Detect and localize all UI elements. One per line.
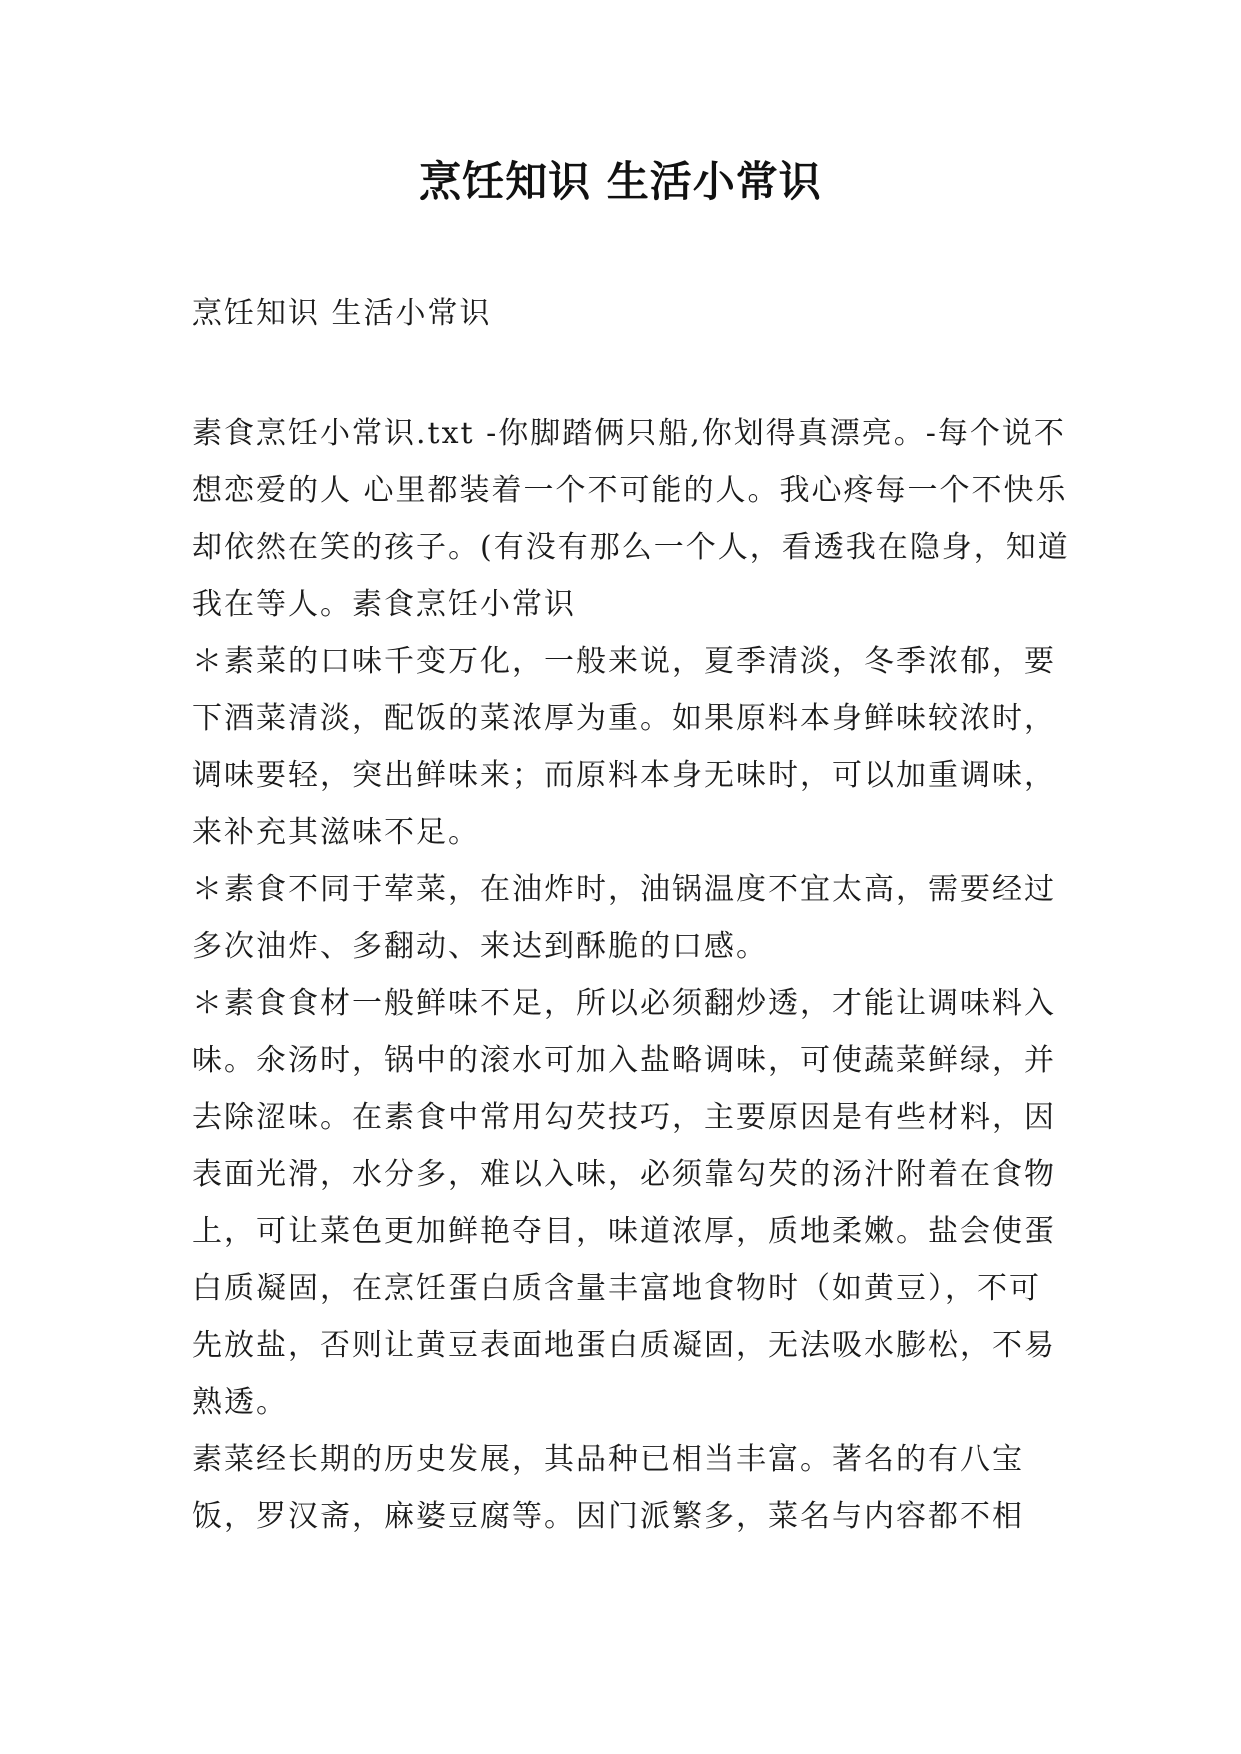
paragraph-frying-tip: ＊素食不同于荤菜，在油炸时，油锅温度不宜太高，需要经过多次油炸、多翻动、来达到酥脆的口感。 xyxy=(192,872,1056,964)
paragraph-seasoning-tip: ＊素食食材一般鲜味不足，所以必须翻炒透，才能让调味料入味。氽汤时，锅中的滚水可加入盐略调味，可使蔬菜鲜绿，并去除涩味。在素食中常用勾芡技巧，主要原因是有些材料，因表面光滑，水分多，难以入味，必须靠勾芡的汤汁附着在食物上，可让菜色更加鲜艳夺目，味道浓厚，质地柔嫩。盐会使蛋白质凝固，在烹饪蛋白质含量丰富地食物时（如黄豆），不可先放盐，否则让黄豆表面地蛋白质凝固，无法吸水膨松，不易熟透。 xyxy=(192,986,1056,1420)
paragraph-history: 素菜经长期的历史发展，其品种已相当丰富。著名的有八宝饭，罗汉斋，麻婆豆腐等。因门派繁多，菜名与内容都不相 xyxy=(192,1442,1024,1534)
paragraph-intro: 素食烹饪小常识.txt -你脚踏俩只船,你划得真漂亮。-每个说不想恋爱的人 心里都装着一个不可能的人。我心疼每一个不快乐却依然在笑的孩子。(有没有那么一个人，看透我在隐身，知道我在等人。素食烹饪小常识 xyxy=(192,416,1070,622)
document-title: 烹饪知识 生活小常识 xyxy=(419,157,822,206)
paragraph-flavor-tip: ＊素菜的口味千变万化，一般来说，夏季清淡，冬季浓郁，要下酒菜清淡，配饭的菜浓厚为重。如果原料本身鲜味较浓时，调味要轻，突出鲜味来；而原料本身无味时，可以加重调味，来补充其滋味不足。 xyxy=(192,644,1056,850)
document-body xyxy=(192,405,1072,1545)
document-subtitle: 烹饪知识 生活小常识 xyxy=(192,296,492,331)
